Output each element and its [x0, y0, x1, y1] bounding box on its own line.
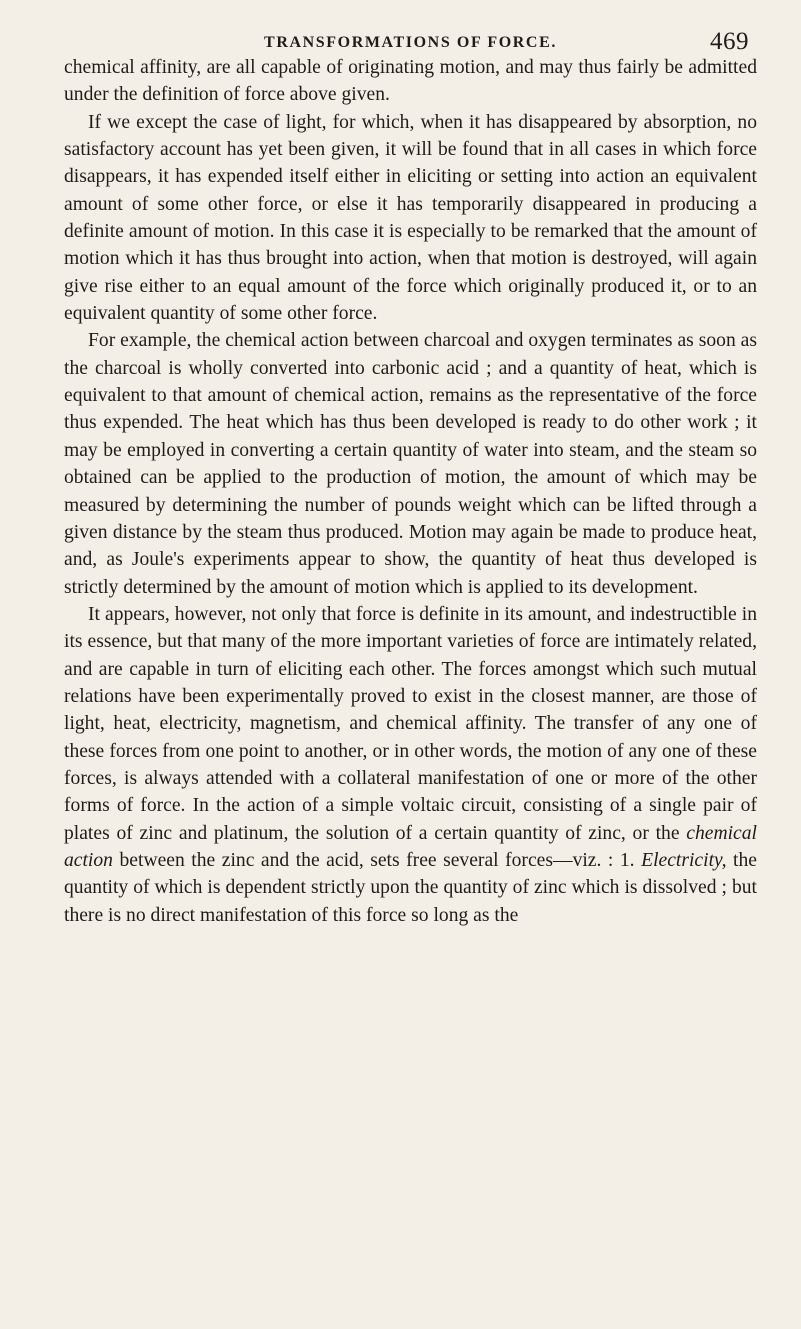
paragraph-3: For example, the chemical action between charcoal and oxygen terminates as soon as the charcoal is wholly converted into carbonic acid ; and a quantity of heat, which is equivalent to that amount of chemical action, remains as the representative of the force thus expended. The heat which has thus been developed is ready to do other work ; it may be employed in converting a certain quantity of water into steam, and the steam so obtained can be applied to the production of motion, the amount of which may be measured by determining the number of pounds weight which can be lifted through a given distance by the steam thus produced. Motion may again be made to produce heat, and, as Joule's experiments appear to show, the quantity of heat thus developed is strictly determined by the amount of motion which is applied to its development. [64, 330, 757, 598]
body-text [64, 54, 757, 929]
running-head-title: TRANSFORMATIONS OF FORCE. [264, 34, 557, 51]
page-number: 469 [710, 28, 749, 55]
paragraph-4-part-1: It appears, however, not only that force is definite in its amount, and indestructible in its essence, but that many of the more important varieties of force are intimately related, and are capable in turn of eliciting each other. The forces amongst which such mutual relations have been experimentally proved to exist in the closest manner, are those of light, heat, electricity, magnetism, and chemical affinity. The transfer of any one of these forces from one point to another, or in other words, the motion of any one of these forces, is always attended with a collateral manifestation of one or more of the other forms of force. In the action of a simple voltaic circuit, consisting of a single pair of plates of zinc and platinum, the solution of a certain quantity of zinc, or the [64, 603, 757, 844]
paragraph-4-italic-chemical-action: chemical action [64, 822, 757, 871]
paragraph-2: If we except the case of light, for which, when it has disappeared by absorption, no satisfactory account has yet been given, it will be found that in all cases in which force disappears, it has expended itself either in eliciting or setting into action an equivalent amount of some other force, or else it has temporarily disappeared in producing a definite amount of motion. In this case it is especially to be remarked that the amount of motion which it has thus brought into action, when that motion is destroyed, will again give rise either to an equal amount of the force which originally produced it, or to an equivalent quantity of some other force. [64, 111, 757, 325]
running-head [64, 20, 757, 55]
paragraph-4-italic-electricity: Electricity, [641, 849, 727, 871]
paragraph-4-part-2: between the zinc and the acid, sets free several forces—viz. : 1. [112, 849, 642, 871]
paragraph-4-part-3: the quantity of which is dependent strictly upon the quantity of zinc which is dissolved ; but there is no direct manifestation of this force so long as the [64, 849, 757, 926]
paragraph-4 [64, 601, 757, 929]
paragraph-1: chemical affinity, are all capable of originating motion, and may thus fairly be admitted under the definition of force above given. [64, 57, 757, 106]
